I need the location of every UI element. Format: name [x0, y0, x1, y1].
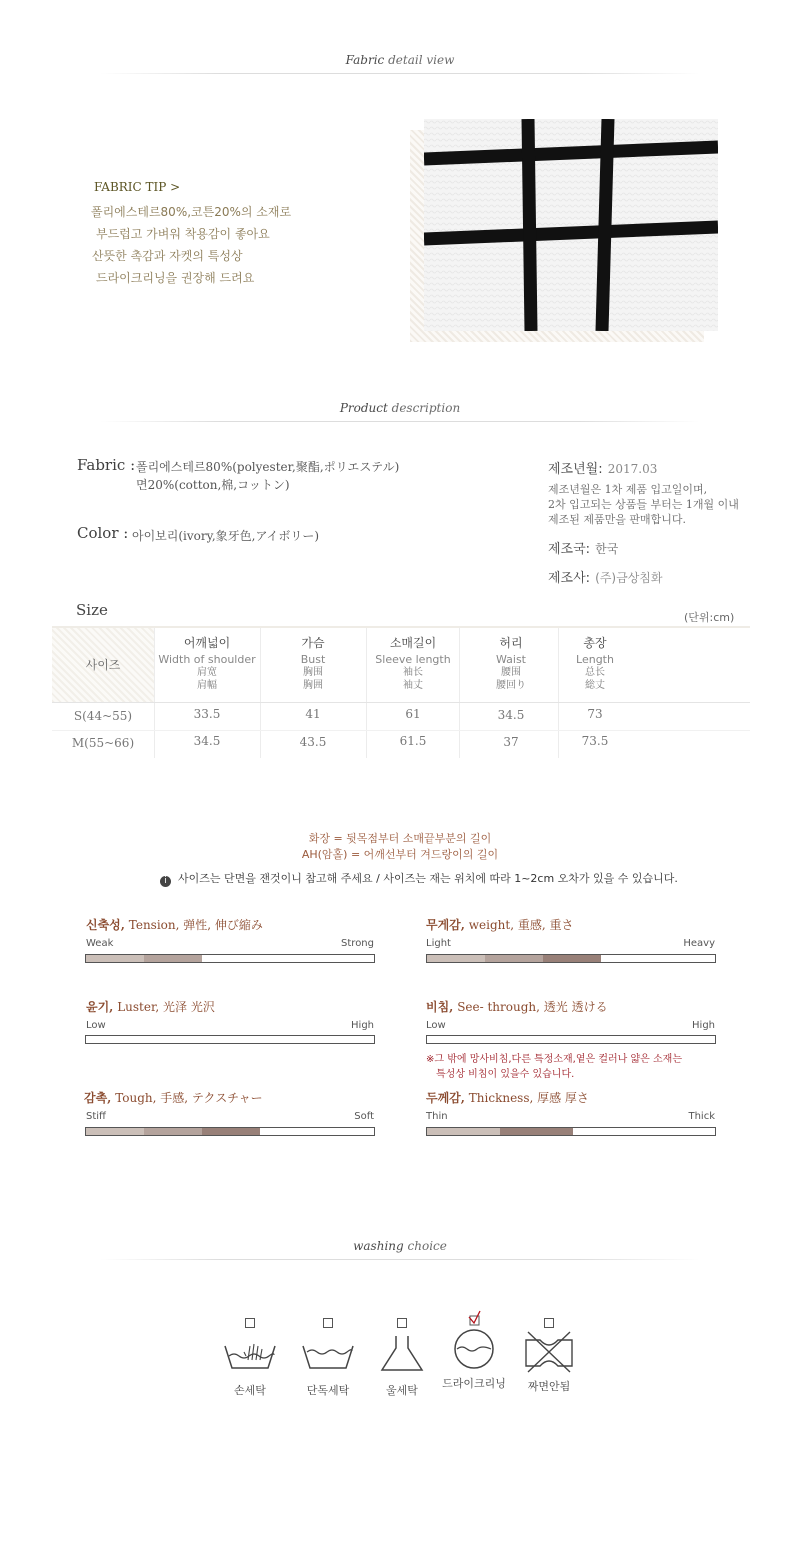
armhole-note: AH(암홀) = 어깨선부터 겨드랑이의 길이 — [301, 848, 499, 861]
table-cell: 61 — [405, 707, 421, 721]
seethrough-warning: ※그 밖에 망사비침,다른 특정소재,옅은 컬러나 얇은 소재는 특성상 비침이 있을수 있습니다. — [426, 1054, 682, 1080]
table-cell: 73.5 — [581, 734, 609, 748]
bar-segment — [144, 955, 202, 962]
scale-high-label: High — [692, 1020, 715, 1031]
manufacture-country: 제조국: 한국 — [548, 542, 619, 557]
fabric-swatch-image — [424, 119, 718, 331]
sleeve-length-note: 화장 = 뒷목점부터 소매끝부분의 길이 — [308, 832, 492, 845]
washing-option-do-not-wring: 짜면안됨 — [509, 1318, 589, 1394]
hand-wash-icon — [222, 1334, 278, 1374]
checkbox — [323, 1318, 333, 1328]
bar-segment — [202, 1128, 260, 1135]
fabric-detail-heading: Fabric detail view — [100, 53, 700, 67]
scale-low-label: Weak — [86, 938, 114, 949]
table-cell: 73 — [587, 707, 603, 721]
fabric-composition: 폴리에스테르80%(polyester,聚酯,ポリエステル) 면20%(cotton,棉,コットン) — [136, 460, 400, 492]
scale-high-label: Heavy — [683, 938, 715, 949]
heading-divider — [100, 1259, 700, 1260]
luster-bar — [85, 1035, 375, 1044]
size-row-header: 사이즈 — [52, 628, 154, 702]
table-cell: 43.5 — [299, 735, 327, 749]
size-title: Size — [76, 601, 108, 619]
fabric-tip-line: 부드럽고 가벼워 착용감이 좋아요 — [96, 227, 270, 241]
scale-low-label: Thin — [426, 1111, 448, 1122]
product-description-heading: Product description — [100, 401, 700, 415]
property-title-texture: 감촉, Tough, 手感, テクスチャー — [84, 1091, 263, 1105]
scale-low-label: Low — [86, 1020, 106, 1031]
column-header-shoulder: 어깨넓이 Width of shoulder 肩宽 肩幅 — [158, 636, 256, 691]
table-top-line — [52, 626, 750, 628]
manufacture-note: 제조년월은 1차 제품 입고일이며, 2차 입고되는 상품들 부터는 1개월 이내 제조된 제품만을 판매합니다. — [548, 483, 739, 526]
fabric-tip-line: 산뜻한 촉감과 자켓의 특성상 — [92, 249, 243, 263]
washing-choice-heading: washing choice — [100, 1239, 700, 1253]
dry-clean-icon — [446, 1327, 502, 1371]
texture-bar — [85, 1127, 375, 1136]
bar-segment — [427, 955, 485, 962]
scale-low-label: Light — [426, 938, 451, 949]
checkbox — [245, 1318, 255, 1328]
size-row-label: M(55~66) — [71, 736, 135, 750]
row-divider — [52, 730, 750, 731]
washing-option-separate-wash: 단독세탁 — [288, 1318, 368, 1398]
table-cell: 33.5 — [193, 707, 221, 721]
manufacturer: 제조사: (주)금상침화 — [548, 571, 663, 586]
size-row-label: S(44~55) — [73, 709, 133, 723]
fabric-tip-line: 드라이크리닝을 권장해 드려요 — [96, 271, 255, 285]
property-title-luster: 윤기, Luster, 光泽 光沢 — [86, 1000, 215, 1014]
manufacture-date: 제조년월: 2017.03 — [548, 462, 658, 477]
bar-segment — [543, 955, 601, 962]
weight-bar — [426, 954, 716, 963]
table-cell: 34.5 — [497, 708, 525, 722]
separate-wash-icon — [300, 1334, 356, 1374]
scale-low-label: Stiff — [86, 1111, 106, 1122]
size-info-note: i 사이즈는 단면을 잰것이니 참고해 주세요 / 사이즈는 재는 위치에 따라 1~2cm 오차가 있을 수 있습니다. — [160, 870, 678, 887]
size-unit: (단위:cm) — [684, 611, 735, 624]
tension-bar — [85, 954, 375, 963]
do-not-wring-icon — [520, 1330, 578, 1374]
fabric-tip-line: 폴리에스테르80%,코튼20%의 소재로 — [91, 205, 292, 219]
column-header-length: 총장 Length 总长 総丈 — [576, 636, 614, 691]
fabric-label: Fabric : — [77, 456, 136, 474]
column-header-bust: 가슴 Bust 胸围 胸囲 — [300, 636, 326, 691]
color-label: Color : — [77, 524, 129, 542]
column-header-sleeve: 소매길이 Sleeve length 袖长 袖丈 — [375, 636, 451, 691]
column-header-waist: 허리 Waist 腰围 腰回り — [495, 636, 526, 691]
bar-segment — [485, 955, 543, 962]
color-value: 아이보리(ivory,象牙色,アイボリー) — [132, 529, 320, 543]
checked-checkbox-icon — [466, 1310, 482, 1326]
table-cell: 37 — [503, 735, 519, 749]
info-icon: i — [160, 876, 171, 887]
wool-wash-icon — [374, 1334, 430, 1374]
checkbox — [544, 1318, 554, 1328]
bar-segment — [500, 1128, 573, 1135]
table-cell: 34.5 — [193, 734, 221, 748]
washing-option-hand-wash: 손세탁 — [210, 1318, 290, 1398]
scale-high-label: Strong — [341, 938, 374, 949]
scale-high-label: High — [351, 1020, 374, 1031]
bar-segment — [86, 1128, 144, 1135]
property-title-tension: 신축성, Tension, 弹性, 伸び縮み — [86, 918, 263, 932]
scale-high-label: Soft — [354, 1111, 374, 1122]
seethrough-bar — [426, 1035, 716, 1044]
heading-divider — [100, 73, 700, 74]
scale-high-label: Thick — [688, 1111, 715, 1122]
scale-low-label: Low — [426, 1020, 446, 1031]
thickness-bar — [426, 1127, 716, 1136]
bar-segment — [144, 1128, 202, 1135]
property-title-seethrough: 비침, See- through, 透光 透ける — [426, 1000, 608, 1014]
bar-segment — [86, 955, 144, 962]
checkbox — [397, 1318, 407, 1328]
table-cell: 61.5 — [399, 734, 427, 748]
washing-option-wool-wash: 울세탁 — [362, 1318, 442, 1398]
property-title-thickness: 두께감, Thickness, 厚感 厚さ — [426, 1091, 589, 1105]
table-header-bottom — [52, 702, 750, 703]
property-title-weight: 무게감, weight, 重感, 重さ — [426, 918, 574, 932]
bar-segment — [427, 1128, 500, 1135]
heading-divider — [100, 421, 700, 422]
fabric-tip-title: FABRIC TIP > — [94, 180, 181, 194]
washing-option-dry-clean: 드라이크리닝 — [434, 1310, 514, 1391]
table-cell: 41 — [305, 707, 321, 721]
